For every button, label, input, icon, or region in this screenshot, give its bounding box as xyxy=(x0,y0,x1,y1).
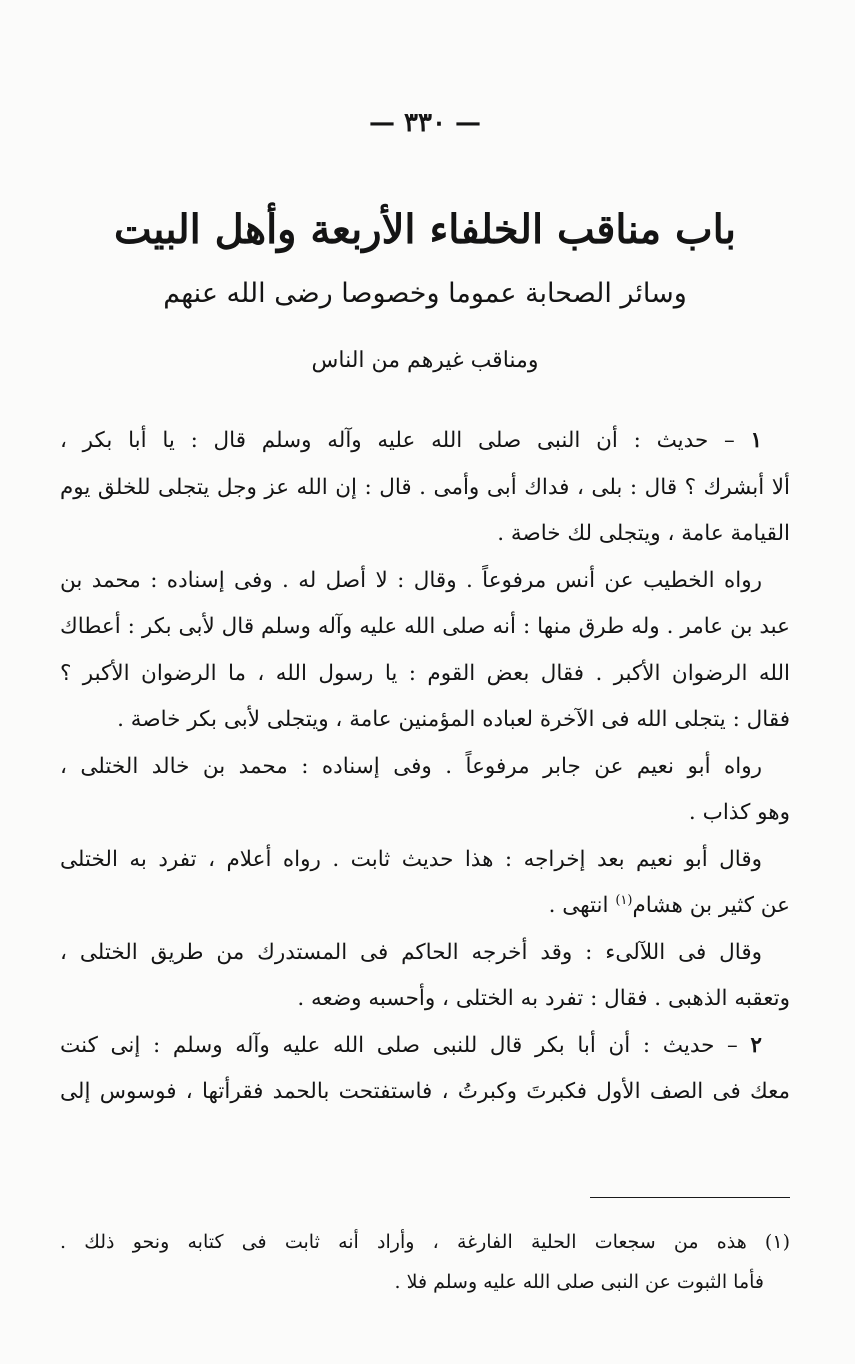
text-line: أن أبا بكر قال للنبى صلى الله عليه وآله وسلم : إنى كنت xyxy=(60,1032,643,1058)
footnote-divider xyxy=(590,1197,790,1198)
text-fragment: انتهى . xyxy=(548,893,616,918)
page-number: — ٣٣٠ — xyxy=(368,108,482,138)
text-line: رواه أبو نعيم عن جابر مرفوعاً . وفى إسناده : محمد بن خالد الختلى ، xyxy=(60,753,762,779)
hadith-2-line-1 xyxy=(60,1023,790,1070)
text-line: فقال : يتجلى الله فى الآخرة لعباده المؤمنين عامة ، ويتجلى لأبى بكر خاصة . xyxy=(117,707,790,732)
chapter-subtitle-secondary: ومناقب غيرهم من الناس xyxy=(311,348,539,373)
text-line: وهو كذاب . xyxy=(688,800,790,825)
footnote-line: (١) هذه من سجعات الحلية الفارغة ، وأراد أنه ثابت فى كتابه ونحو ذلك . xyxy=(60,1231,790,1253)
body-text xyxy=(60,418,790,1116)
footnote-line: فأما الثبوت عن النبى صلى الله عليه وسلم فلا . xyxy=(394,1271,764,1293)
hadith-1-line-1 xyxy=(60,418,790,465)
hadith-label: – حديث : xyxy=(633,428,751,453)
chapter-title: باب مناقب الخلفاء الأربعة وأهل البيت xyxy=(114,206,736,253)
hadith-label: – حديث : xyxy=(642,1032,751,1058)
footnote-marker: (١) xyxy=(615,892,633,908)
text-line: وقال فى اللآلىء : وقد أخرجه الحاكم فى المستدرك من طريق الختلى ، xyxy=(60,939,762,965)
chapter-subtitle: وسائر الصحابة عموما وخصوصا رضى الله عنهم xyxy=(163,278,687,309)
book-page xyxy=(60,0,790,1364)
text-fragment: عن كثير بن هشام xyxy=(632,893,790,918)
text-line: الله الرضوان الأكبر . فقال بعض القوم : يا رسول الله ، ما الرضوان الأكبر ؟ xyxy=(60,660,790,686)
text-line: عبد بن عامر . وله طرق منها : أنه صلى الله عليه وآله وسلم قال لأبى بكر : أعطاك xyxy=(60,614,790,639)
text-line: القيامة عامة ، ويتجلى لك خاصة . xyxy=(497,521,790,546)
hadith-number: ١ xyxy=(750,428,762,453)
footnotes xyxy=(60,1222,790,1302)
text-line: أن النبى صلى الله عليه وآله وسلم قال : يا أبا بكر ، xyxy=(60,428,634,453)
text-line-with-footnote xyxy=(60,883,790,930)
hadith-number: ٢ xyxy=(750,1032,762,1058)
text-line: وتعقبه الذهبى . فقال : تفرد به الختلى ، وأحسبه وضعه . xyxy=(297,986,790,1011)
text-line: وقال أبو نعيم بعد إخراجه : هذا حديث ثابت . رواه أعلام ، تفرد به الختلى xyxy=(60,846,762,872)
text-line: ألا أبشرك ؟ قال : بلى ، فداك أبى وأمى . قال : إن الله عز وجل يتجلى للخلق يوم xyxy=(60,474,790,500)
text-line: معك فى الصف الأول فكبرتَ وكبرتُ ، فاستفتحت بالحمد فقرأتها ، فوسوس إلى xyxy=(60,1079,790,1104)
text-line: رواه الخطيب عن أنس مرفوعاً . وقال : لا أصل له . وفى إسناده : محمد بن xyxy=(60,567,762,593)
